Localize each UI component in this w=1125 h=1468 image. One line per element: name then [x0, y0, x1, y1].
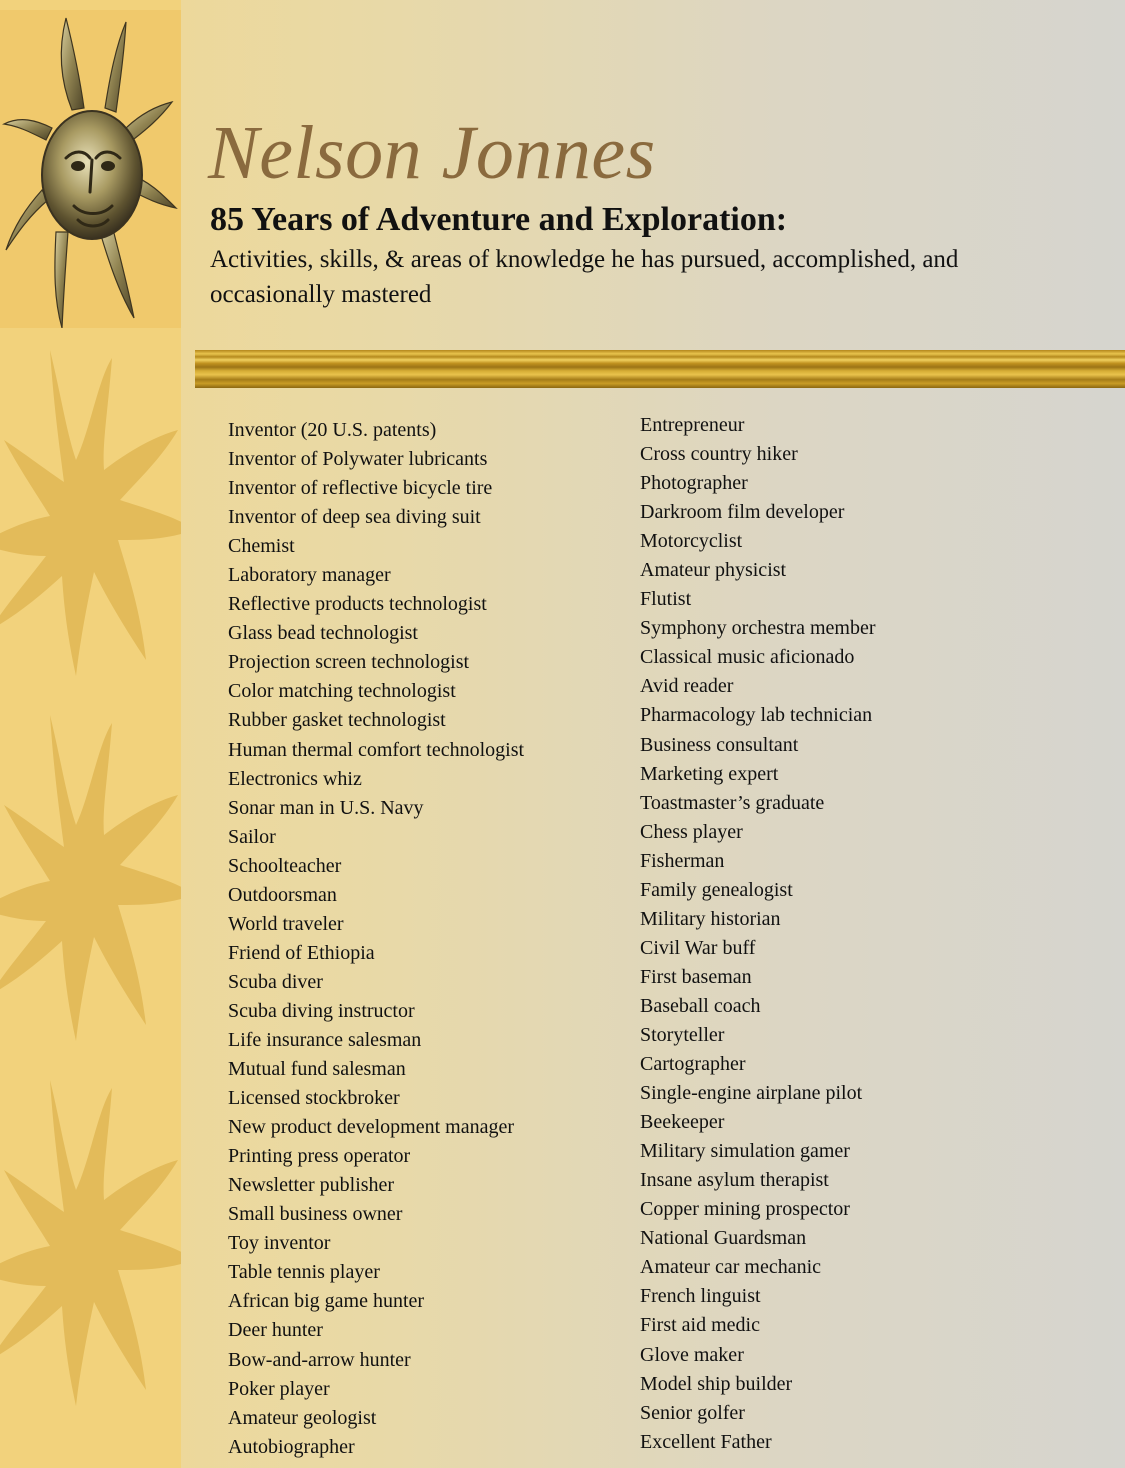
list-item: Cartographer: [640, 1053, 746, 1076]
sun-mask-logo-icon: [0, 10, 181, 328]
list-item: Photographer: [640, 472, 748, 495]
list-item: Symphony orchestra member: [640, 617, 876, 640]
list-item: Classical music aficionado: [640, 646, 855, 669]
list-item: Scuba diver: [228, 970, 323, 993]
list-item: Inventor (20 U.S. patents): [228, 419, 437, 441]
decorative-sidebar: [0, 0, 181, 1468]
sun-silhouette-icon: [0, 1070, 181, 1410]
list-item: Senior golfer: [640, 1401, 745, 1424]
list-item: French linguist: [640, 1285, 761, 1308]
list-item: World traveler: [228, 912, 344, 935]
list-item: Autobiographer: [228, 1435, 355, 1458]
list-item: National Guardsman: [640, 1227, 807, 1250]
list-item: Schoolteacher: [228, 854, 342, 877]
list-item: Chess player: [640, 820, 743, 843]
list-item: New product development manager: [228, 1116, 515, 1139]
list-item: Sailor: [228, 825, 276, 848]
list-item: Deer hunter: [228, 1319, 323, 1342]
page-title: Nelson Jonnes: [208, 111, 656, 195]
list-item: Printing press operator: [228, 1145, 411, 1168]
list-item: Entrepreneur: [640, 414, 745, 436]
list-item: Toastmaster’s graduate: [640, 791, 825, 814]
list-item: Cross country hiker: [640, 443, 798, 466]
list-item: Table tennis player: [228, 1261, 380, 1284]
sun-silhouette-icon: [0, 705, 181, 1045]
list-item: Amateur car mechanic: [640, 1256, 822, 1279]
list-item: Small business owner: [228, 1203, 403, 1226]
list-item: Inventor of Polywater lubricants: [228, 448, 488, 471]
list-item: Sonar man in U.S. Navy: [228, 796, 424, 819]
list-item: Copper mining prospector: [640, 1198, 850, 1221]
list-item: Chemist: [228, 535, 295, 558]
intro-text: Activities, skills, & areas of knowledge he has pursued, accomplished, and occasionally mastered: [210, 246, 959, 308]
list-item: Outdoorsman: [228, 883, 337, 906]
list-item: Laboratory manager: [228, 564, 391, 587]
list-item: Single-engine airplane pilot: [640, 1082, 863, 1105]
list-item: Fisherman: [640, 849, 725, 872]
list-item: Civil War buff: [640, 936, 756, 959]
list-item: Human thermal comfort technologist: [228, 738, 525, 761]
list-item: Bow-and-arrow hunter: [228, 1348, 411, 1371]
list-item: Glove maker: [640, 1343, 744, 1366]
list-item: Military simulation gamer: [640, 1140, 850, 1163]
list-item: Mutual fund salesman: [228, 1058, 406, 1081]
list-item: Pharmacology lab technician: [640, 704, 873, 727]
list-item: Licensed stockbroker: [228, 1087, 400, 1110]
list-item: Marketing expert: [640, 762, 779, 785]
activities-list-left: [228, 416, 524, 1462]
list-item: Life insurance salesman: [228, 1028, 422, 1051]
list-item: Baseball coach: [640, 994, 761, 1017]
list-item: Scuba diving instructor: [228, 999, 415, 1022]
list-item: Electronics whiz: [228, 767, 362, 790]
list-item: Friend of Ethiopia: [228, 941, 375, 964]
list-item: Family genealogist: [640, 878, 793, 901]
list-item: Flutist: [640, 588, 692, 611]
list-item: Avid reader: [640, 675, 734, 698]
list-item: Beekeeper: [640, 1111, 725, 1134]
list-item: Inventor of reflective bicycle tire: [228, 477, 493, 500]
list-item: Color matching technologist: [228, 680, 456, 703]
list-item: Business consultant: [640, 733, 799, 756]
list-item: Reflective products technologist: [228, 593, 487, 616]
list-item: African big game hunter: [228, 1290, 425, 1313]
list-item: Military historian: [640, 907, 781, 930]
list-item: Darkroom film developer: [640, 501, 845, 524]
list-item: Newsletter publisher: [228, 1174, 395, 1197]
list-item: Amateur physicist: [640, 559, 787, 582]
list-item: Rubber gasket technologist: [228, 709, 446, 732]
list-item: Inventor of deep sea diving suit: [228, 506, 481, 529]
page-subtitle: 85 Years of Adventure and Exploration:: [210, 201, 788, 238]
list-item: First baseman: [640, 965, 752, 988]
list-item: Model ship builder: [640, 1372, 793, 1395]
list-item: Insane asylum therapist: [640, 1169, 829, 1192]
list-item: Excellent Father: [640, 1430, 772, 1453]
gold-divider-bar: [195, 350, 1125, 388]
activities-list-right: [640, 411, 876, 1457]
list-item: Projection screen technologist: [228, 651, 470, 674]
list-item: First aid medic: [640, 1314, 760, 1337]
list-item: Toy inventor: [228, 1232, 331, 1255]
logo-panel: [0, 10, 181, 328]
list-item: Glass bead technologist: [228, 622, 418, 645]
list-item: Motorcyclist: [640, 530, 743, 553]
sun-silhouette-icon: [0, 340, 181, 680]
list-item: Poker player: [228, 1377, 330, 1400]
list-item: Amateur geologist: [228, 1406, 377, 1429]
list-item: Storyteller: [640, 1023, 725, 1046]
